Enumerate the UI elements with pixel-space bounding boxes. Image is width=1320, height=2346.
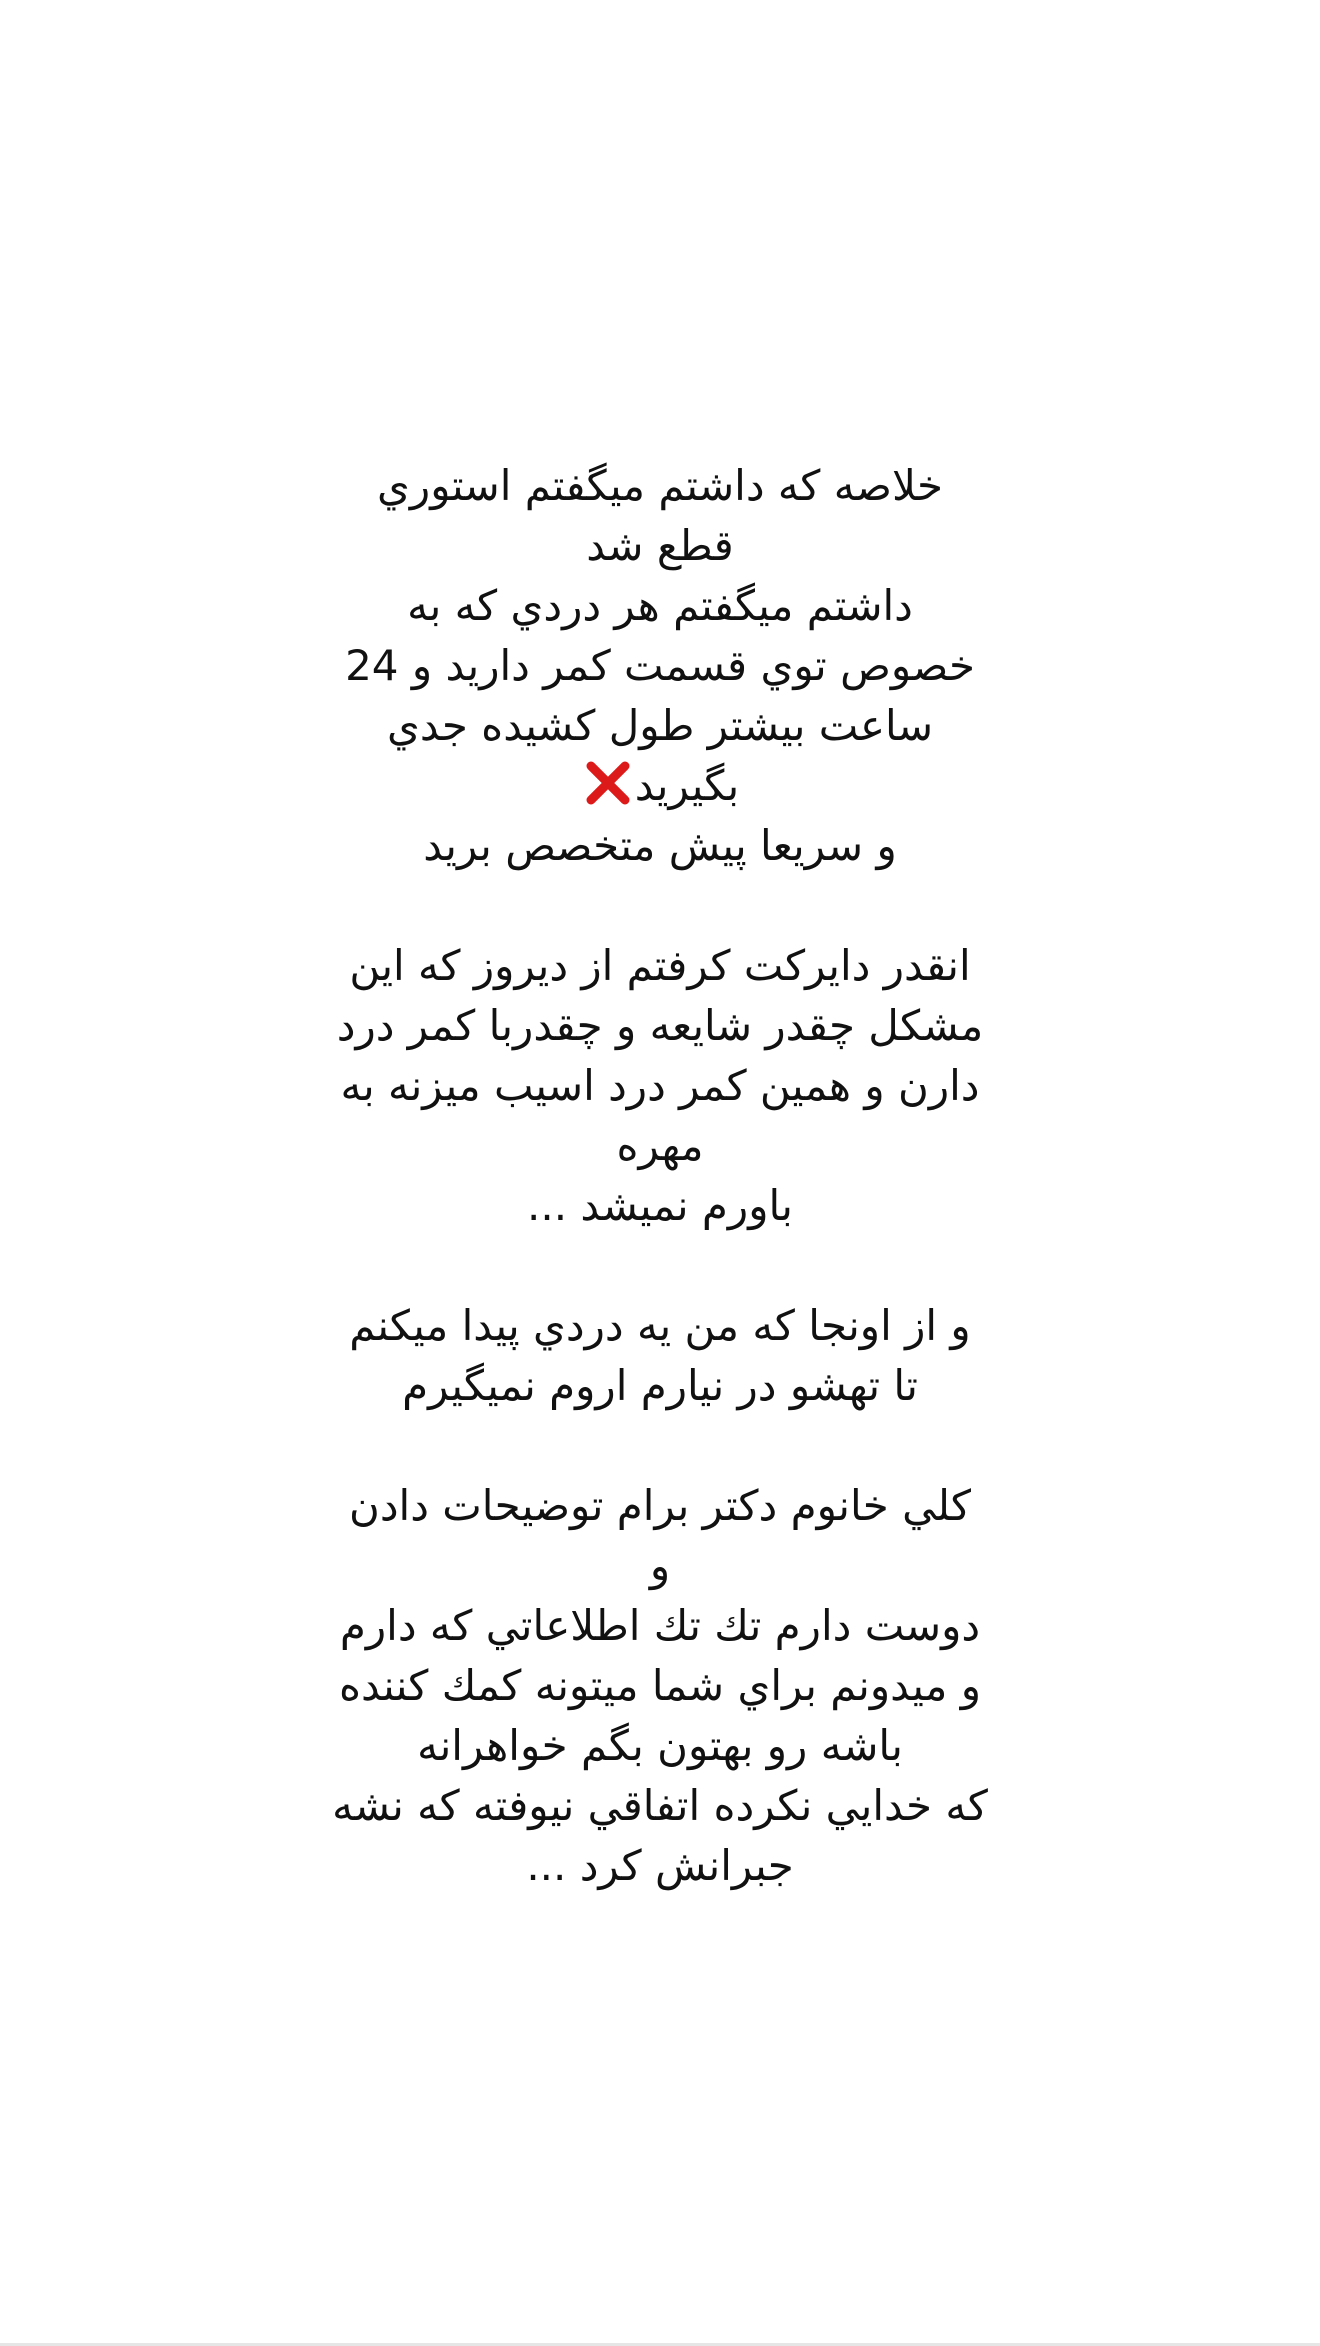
cross-mark-icon	[583, 758, 633, 808]
text-line-fragment: بگيريد	[634, 761, 740, 810]
text-line: دارن و همين كمر درد اسيب ميزنه به	[340, 1061, 980, 1110]
text-line: ساعت بيشتر طول كشيده جدي	[386, 701, 934, 750]
text-line: و از اونجا كه من يه دردي پيدا ميكنم	[349, 1301, 971, 1350]
text-line: و سريعا پيش متخصص بريد	[423, 821, 897, 870]
text-line: خلاصه كه داشتم ميگفتم استوري	[377, 461, 943, 510]
text-line: مشكل چقدر شايعه و چقدربا كمر درد	[336, 1001, 984, 1050]
text-line-with-icon	[260, 756, 1060, 816]
text-line: قطع شد	[586, 521, 734, 570]
paragraph-gap	[260, 876, 1060, 936]
text-line: مهره	[616, 1121, 704, 1170]
text-line: جبرانش كرد ...	[526, 1841, 794, 1890]
text-line: انقدر دايركت كرفتم از ديروز كه اين	[349, 941, 971, 990]
text-line: دوست دارم تك تك اطلاعاتي كه دارم	[339, 1601, 981, 1650]
text-line: و	[649, 1541, 671, 1590]
text-line: داشتم ميگفتم هر دردي كه به	[407, 581, 913, 630]
paragraph-gap	[260, 1236, 1060, 1296]
text-line: و ميدونم براي شما ميتونه كمك كننده	[338, 1661, 982, 1710]
text-line: كه خدايي نكرده اتفاقي نيوفته كه نشه	[332, 1781, 988, 1830]
text-line: باورم نميشد ...	[527, 1181, 793, 1230]
text-line: باشه رو بهتون بگم خواهرانه	[417, 1721, 903, 1770]
text-line: تا تهشو در نيارم اروم نميگيرم	[402, 1361, 918, 1410]
story-text	[260, 456, 1060, 1896]
paragraph-gap	[260, 1416, 1060, 1476]
text-line: كلي خانوم دكتر برام توضيحات دادن	[349, 1481, 971, 1530]
text-line: خصوص توي قسمت كمر داريد و 24	[345, 641, 975, 690]
